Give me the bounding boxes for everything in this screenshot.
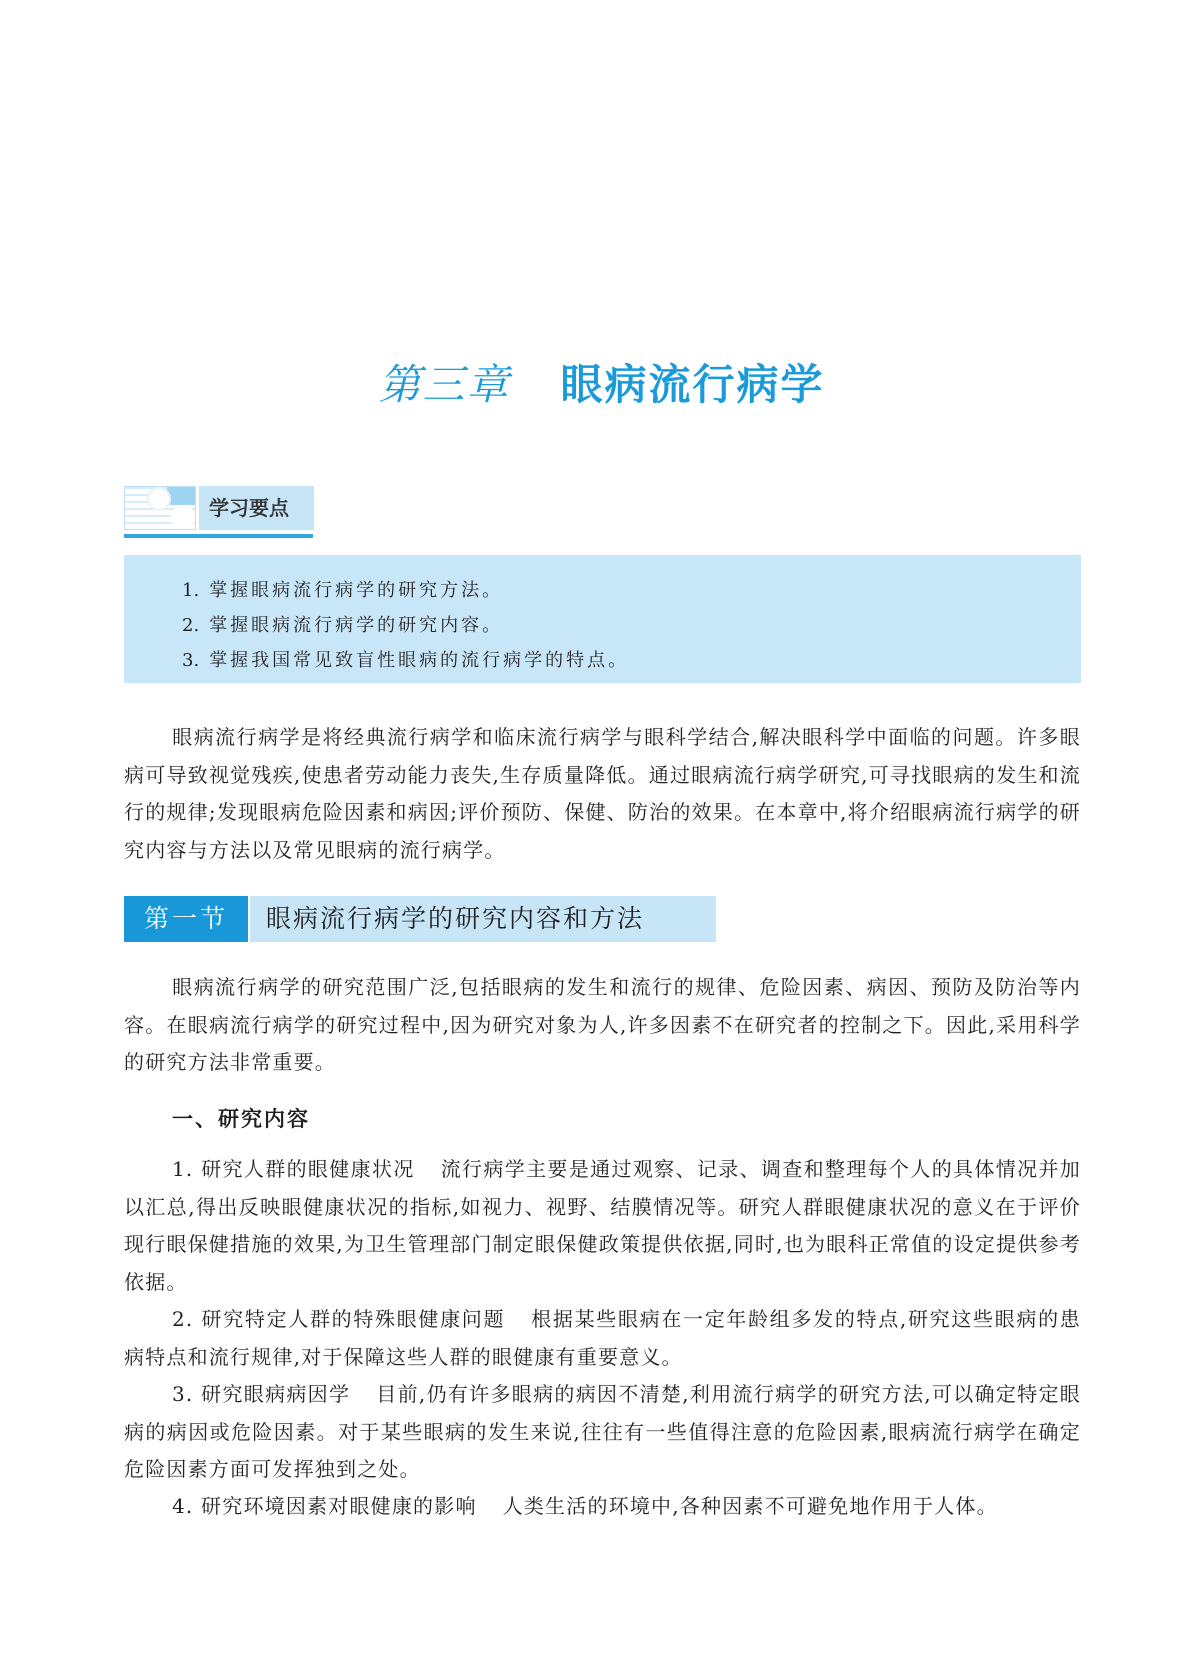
content-item-3 bbox=[124, 1376, 1081, 1489]
key-points-header bbox=[124, 486, 314, 530]
key-point-item bbox=[182, 573, 1081, 608]
section-intro-paragraph bbox=[124, 969, 1081, 1082]
item-text: 人类生活的环境中,各种因素不可避免地作用于人体。 bbox=[502, 1494, 998, 1518]
item-title: 2. 研究特定人群的特殊眼健康问题 bbox=[172, 1307, 506, 1331]
item-title: 1. 研究人群的眼健康状况 bbox=[172, 1157, 415, 1181]
chapter-title bbox=[0, 352, 1203, 412]
key-point-number: 3. bbox=[182, 650, 200, 671]
item-text: 目前,仍有许多眼病的病因不清楚,利用流行病学的研究方法,可以确定特定眼病的病因或危险因素。对于某些眼病的发生来说,往往有一些值得注意的危险因素,眼病流行病学在确定危险因素方面可发挥独到之处。 bbox=[124, 1382, 1081, 1481]
key-point-text: 掌握眼病流行病学的研究内容。 bbox=[209, 615, 504, 636]
content-item-2 bbox=[124, 1301, 1081, 1376]
content-item-4 bbox=[124, 1488, 1081, 1526]
item-text: 流行病学主要是通过观察、记录、调查和整理每个人的具体情况并加以汇总,得出反映眼健康状况的指标,如视力、视野、结膜情况等。研究人群眼健康状况的意义在于评价现行眼保健措施的效果,为卫生管理部门制定眼保健政策提供依据,同时,也为眼科正常值的设定提供参考依据。 bbox=[124, 1157, 1082, 1294]
intro-text: 眼病流行病学是将经典流行病学和临床流行病学与眼科学结合,解决眼科学中面临的问题。许多眼病可导致视觉残疾,使患者劳动能力丧失,生存质量降低。通过眼病流行病学研究,可寻找眼病的发生和流行的规律;发现眼病危险因素和病因;评价预防、保健、防治的效果。在本章中,将介绍眼病流行病学的研究内容与方法以及常见眼病的流行病学。 bbox=[124, 725, 1081, 862]
subsection-title: 一、研究内容 bbox=[172, 1107, 310, 1131]
key-point-text: 掌握眼病流行病学的研究方法。 bbox=[209, 580, 504, 601]
chapter-name: 眼病流行病学 bbox=[560, 360, 825, 409]
section-number: 第一节 bbox=[124, 896, 248, 942]
key-points-underline bbox=[124, 534, 313, 538]
section-intro-text: 眼病流行病学的研究范围广泛,包括眼病的发生和流行的规律、危险因素、病因、预防及防治等内容。在眼病流行病学的研究过程中,因为研究对象为人,许多因素不在研究者的控制之下。因此,采用科学的研究方法非常重要。 bbox=[124, 975, 1081, 1074]
key-points-box bbox=[124, 555, 1081, 683]
section-heading bbox=[124, 896, 716, 942]
section-title: 眼病流行病学的研究内容和方法 bbox=[250, 896, 716, 942]
key-point-item bbox=[182, 608, 1081, 643]
item-text: 根据某些眼病在一定年龄组多发的特点,研究这些眼病的患病特点和流行规律,对于保障这些人群的眼健康有重要意义。 bbox=[124, 1307, 1081, 1369]
key-point-text: 掌握我国常见致盲性眼病的流行病学的特点。 bbox=[209, 650, 630, 671]
content-item-1 bbox=[124, 1151, 1081, 1301]
intro-paragraph bbox=[124, 719, 1081, 869]
key-point-number: 2. bbox=[182, 615, 200, 636]
sun-decoration-icon bbox=[124, 486, 196, 530]
key-points-label: 学习要点 bbox=[199, 486, 314, 530]
key-point-item bbox=[182, 643, 1081, 678]
key-point-number: 1. bbox=[182, 580, 200, 601]
item-title: 3. 研究眼病病因学 bbox=[172, 1382, 351, 1406]
chapter-number: 第三章 bbox=[378, 360, 511, 409]
item-title: 4. 研究环境因素对眼健康的影响 bbox=[172, 1494, 477, 1518]
